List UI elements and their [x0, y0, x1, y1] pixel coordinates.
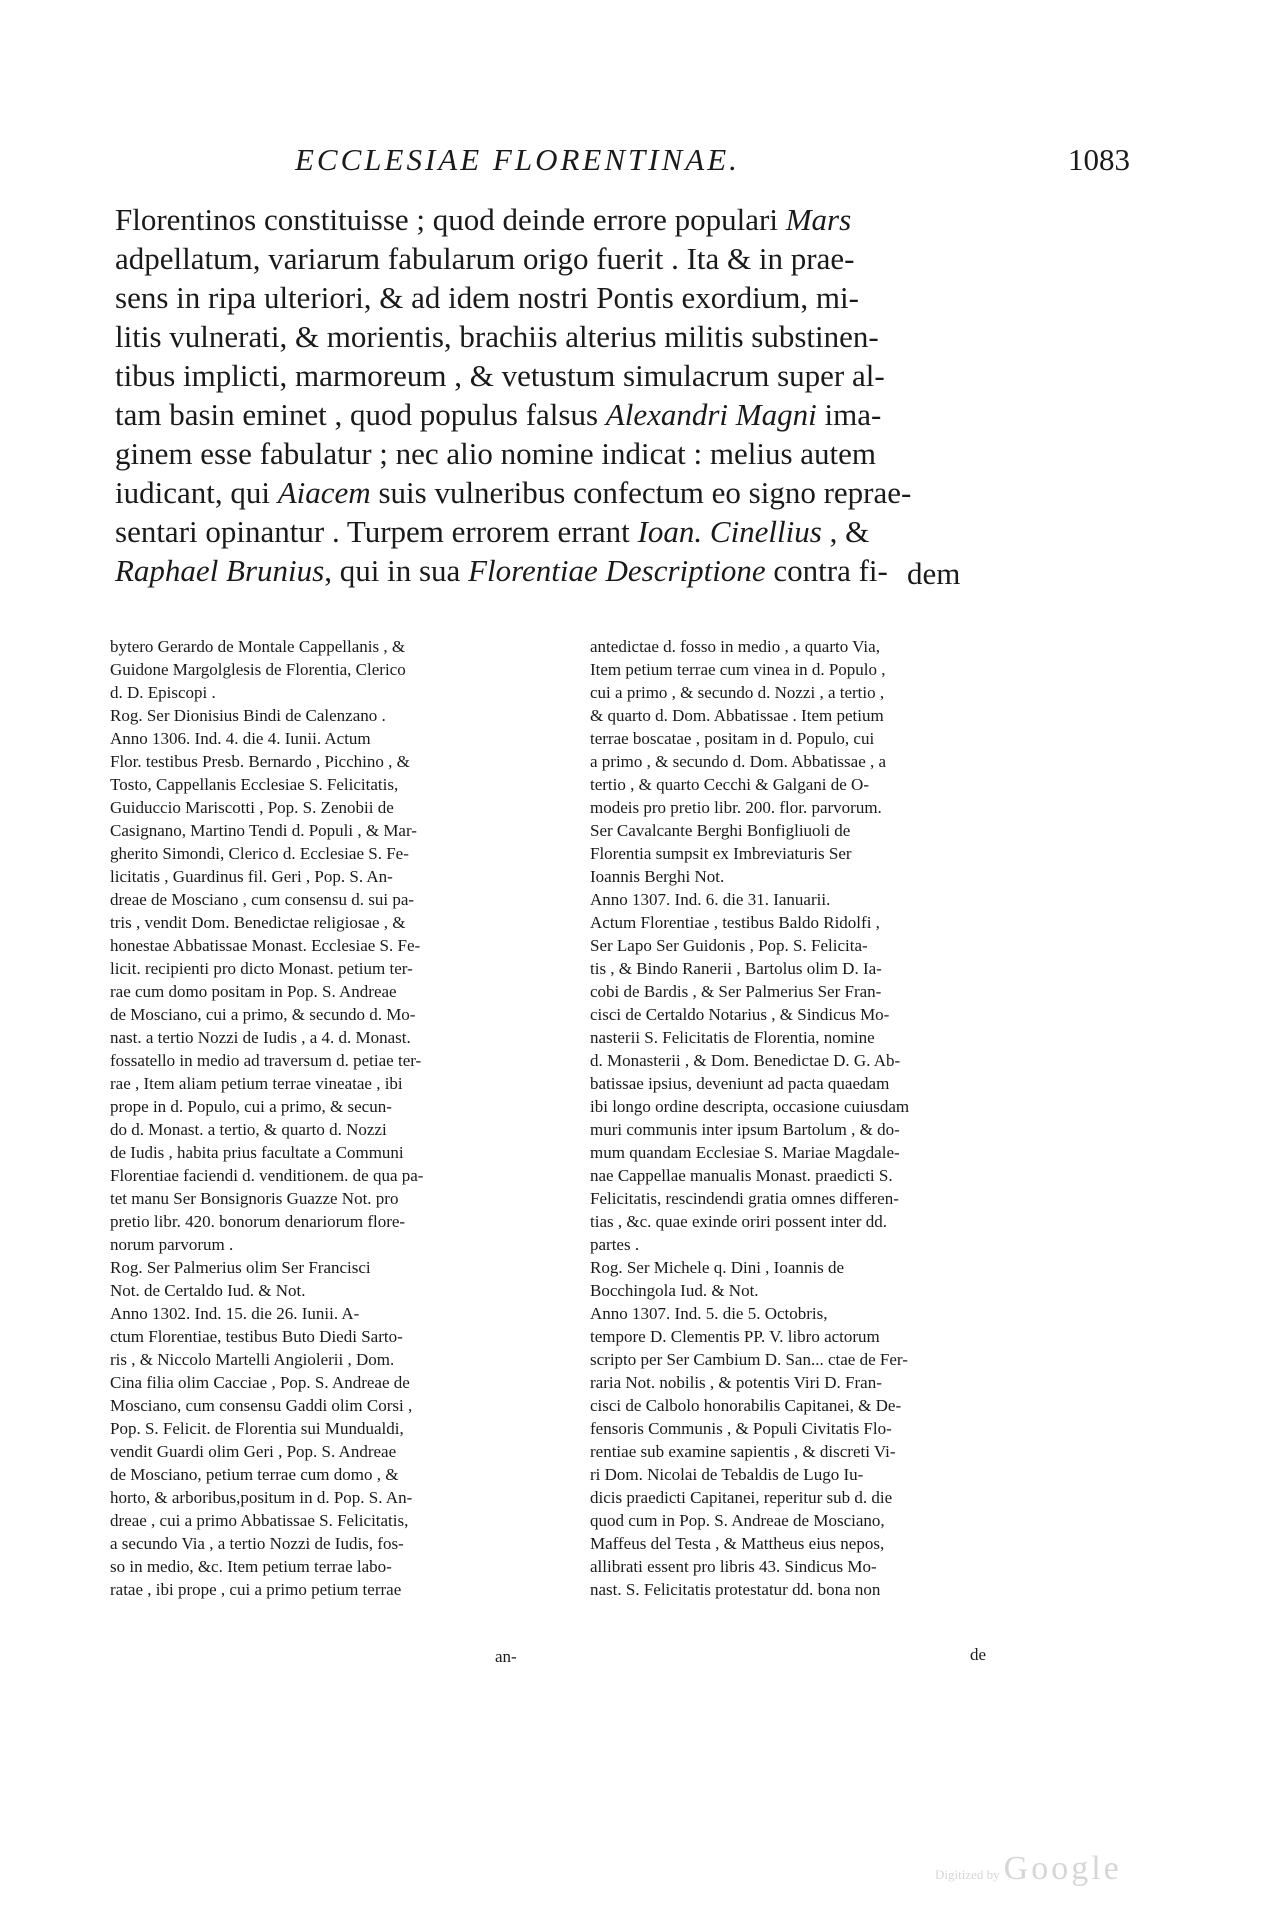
text-segment: contra fi-	[765, 553, 888, 588]
main-text-line	[115, 434, 1015, 473]
column-text-line: gherito Simondi, Clerico d. Ecclesiae S. Fe-	[110, 844, 409, 863]
text-segment: Florentinos constituisse ; quod deinde errore populari	[115, 202, 786, 237]
column-text-line: d. Monasterii , & Dom. Benedictae D. G. Ab-	[590, 1051, 901, 1070]
column-text-line: cisci de Certaldo Notarius , & Sindicus Mo-	[590, 1005, 890, 1024]
right-column	[590, 635, 1030, 1601]
column-text-line: nae Cappellae manualis Monast. praedicti S.	[590, 1166, 893, 1185]
column-text-line: mum quandam Ecclesiae S. Mariae Magdale-	[590, 1143, 900, 1162]
running-title: ECCLESIAE FLORENTINAE.	[295, 142, 740, 177]
column-text-line: Pop. S. Felicit. de Florentia sui Mundualdi,	[110, 1419, 404, 1438]
column-text-line: de Mosciano, petium terrae cum domo , &	[110, 1465, 399, 1484]
italic-name: Alexandri Magni	[605, 397, 817, 432]
column-text-line: Ser Cavalcante Berghi Bonfigliuoli de	[590, 821, 851, 840]
column-text-line: vendit Guardi olim Geri , Pop. S. Andreae	[110, 1442, 397, 1461]
watermark-prefix: Digitized by	[935, 1867, 1000, 1882]
column-text-line: cobi de Bardis , & Ser Palmerius Ser Fran-	[590, 982, 882, 1001]
text-segment: adpellatum, variarum fabularum origo fuerit . Ita & in prae-	[115, 241, 855, 276]
column-text-line: licitatis , Guardinus fil. Geri , Pop. S. An-	[110, 867, 393, 886]
column-text-line: tet manu Ser Bonsignoris Guazze Not. pro	[110, 1189, 399, 1208]
column-text-line: ctum Florentiae, testibus Buto Diedi Sarto-	[110, 1327, 403, 1346]
column-text-line: Ioannis Berghi Not.	[590, 867, 725, 886]
column-text-line: de Iudis , habita prius facultate a Communi	[110, 1143, 404, 1162]
column-text-line: rae cum domo positam in Pop. S. Andreae	[110, 982, 397, 1001]
right-column-catchword: de	[970, 1645, 987, 1664]
column-text-line: de Mosciano, cui a primo, & secundo d. Mo-	[110, 1005, 416, 1024]
column-text-line: Rog. Ser Palmerius olim Ser Francisci	[110, 1258, 371, 1277]
column-text-line: allibrati essent pro libris 43. Sindicus Mo-	[590, 1557, 877, 1576]
column-text-line: ris , & Niccolo Martelli Angiolerii , Dom.	[110, 1350, 395, 1369]
column-text-line: tempore D. Clementis PP. V. libro actorum	[590, 1327, 880, 1346]
main-text-line	[115, 512, 1015, 551]
column-text-line: Anno 1306. Ind. 4. die 4. Iunii. Actum	[110, 729, 371, 748]
left-column	[110, 635, 550, 1601]
page-number: 1083	[1068, 142, 1130, 177]
column-text-line: ibi longo ordine descripta, occasione cuiusdam	[590, 1097, 910, 1116]
main-text-line	[115, 239, 1015, 278]
column-text-line: Maffeus del Testa , & Mattheus eius nepos,	[590, 1534, 885, 1553]
italic-name: Raphael Brunius	[115, 553, 325, 588]
column-text-line: nasterii S. Felicitatis de Florentia, nomine	[590, 1028, 875, 1047]
column-text-line: batissae ipsius, deveniunt ad pacta quaedam	[590, 1074, 890, 1093]
column-text-line: do d. Monast. a tertio, & quarto d. Nozzi	[110, 1120, 387, 1139]
main-catchword: dem	[907, 556, 961, 591]
column-text-line: raria Not. nobilis , & potentis Viri D. Fran-	[590, 1373, 882, 1392]
text-segment: tam basin eminet , quod populus falsus	[115, 397, 606, 432]
column-text-line: pretio libr. 420. bonorum denariorum flore-	[110, 1212, 406, 1231]
column-text-line: Rog. Ser Dionisius Bindi de Calenzano .	[110, 706, 386, 725]
main-text-line	[115, 317, 1015, 356]
column-text-line: Anno 1307. Ind. 5. die 5. Octobris,	[590, 1304, 828, 1323]
text-segment: sens in ripa ulteriori, & ad idem nostri Pontis exordium, mi-	[115, 280, 859, 315]
column-text-line: Ser Lapo Ser Guidonis , Pop. S. Felicita-	[590, 936, 868, 955]
column-text-line: Rog. Ser Michele q. Dini , Ioannis de	[590, 1258, 845, 1277]
column-text-line: prope in d. Populo, cui a primo, & secun-	[110, 1097, 392, 1116]
column-text-line: scripto per Ser Cambium D. San... ctae de Fer-	[590, 1350, 908, 1369]
column-text-line: fossatello in medio ad traversum d. petiae ter-	[110, 1051, 422, 1070]
column-text-line: cisci de Calbolo honorabilis Capitanei, & De-	[590, 1396, 902, 1415]
column-text-line: Casignano, Martino Tendi d. Populi , & Mar-	[110, 821, 417, 840]
column-text-line: so in medio, &c. Item petium terrae labo-	[110, 1557, 392, 1576]
column-text-line: dreae de Mosciano , cum consensu d. sui pa-	[110, 890, 415, 909]
column-text-line: cui a primo , & secundo d. Nozzi , a tertio ,	[590, 683, 885, 702]
italic-name: Mars	[785, 202, 852, 237]
main-text-line	[115, 473, 1015, 512]
column-text-line: modeis pro pretio libr. 200. flor. parvorum.	[590, 798, 882, 817]
column-text-line: a primo , & secundo d. Dom. Abbatissae , a	[590, 752, 887, 771]
text-segment: , &	[821, 514, 870, 549]
column-text-line: Cina filia olim Cacciae , Pop. S. Andreae de	[110, 1373, 410, 1392]
column-text-line: terrae boscatae , positam in d. Populo, cui	[590, 729, 875, 748]
text-segment: , qui in sua	[324, 553, 469, 588]
column-text-line: Mosciano, cum consensu Gaddi olim Corsi ,	[110, 1396, 413, 1415]
column-text-line: licit. recipienti pro dicto Monast. petium ter-	[110, 959, 413, 978]
column-text-line: bytero Gerardo de Montale Cappellanis , &	[110, 637, 406, 656]
left-column-catchword: an-	[495, 1647, 517, 1666]
main-text-line	[115, 356, 1015, 395]
main-paragraph	[115, 200, 1015, 590]
column-text-line: Bocchingola Iud. & Not.	[590, 1281, 759, 1300]
italic-name: Ioan. Cinellius	[637, 514, 822, 549]
main-text-line	[115, 395, 1015, 434]
column-text-line: tis , & Bindo Ranerii , Bartolus olim D. Ia-	[590, 959, 882, 978]
column-text-line: d. D. Episcopi .	[110, 683, 216, 702]
column-text-line: tris , vendit Dom. Benedictae religiosae , &	[110, 913, 406, 932]
text-segment: litis vulnerati, & morientis, brachiis alterius militis substinen-	[115, 319, 879, 354]
column-text-line: dreae , cui a primo Abbatissae S. Felicitatis,	[110, 1511, 409, 1530]
column-text-line: Anno 1302. Ind. 15. die 26. Iunii. A-	[110, 1304, 360, 1323]
column-text-line: Item petium terrae cum vinea in d. Populo ,	[590, 660, 886, 679]
column-text-line: Actum Florentiae , testibus Baldo Ridolfi ,	[590, 913, 880, 932]
main-text-line	[115, 278, 1015, 317]
text-segment: ginem esse fabulatur ; nec alio nomine indicat : melius autem	[115, 436, 876, 471]
column-text-line: ratae , ibi prope , cui a primo petium terrae	[110, 1580, 402, 1599]
column-text-line: Anno 1307. Ind. 6. die 31. Ianuarii.	[590, 890, 831, 909]
column-text-line: Flor. testibus Presb. Bernardo , Picchino , &	[110, 752, 410, 771]
column-text-line: nast. S. Felicitatis protestatur dd. bona non	[590, 1580, 881, 1599]
column-text-line: & quarto d. Dom. Abbatissae . Item petium	[590, 706, 884, 725]
running-head	[120, 142, 1130, 182]
italic-name: Florentiae Descriptione	[468, 553, 766, 588]
column-text-line: fensoris Communis , & Populi Civitatis Flo-	[590, 1419, 892, 1438]
column-text-line: norum parvorum .	[110, 1235, 234, 1254]
text-segment: suis vulneribus confectum eo signo reprae-	[370, 475, 912, 510]
column-text-line: muri communis inter ipsum Bartolum , & do-	[590, 1120, 900, 1139]
column-text-line: Florentiae faciendi d. venditionem. de qua pa-	[110, 1166, 424, 1185]
column-text-line: tertio , & quarto Cecchi & Galgani de O-	[590, 775, 869, 794]
column-text-line: horto, & arboribus,positum in d. Pop. S. An-	[110, 1488, 413, 1507]
column-text-line: ri Dom. Nicolai de Tebaldis de Lugo Iu-	[590, 1465, 864, 1484]
column-text-line: a secundo Via , a tertio Nozzi de Iudis, fos-	[110, 1534, 404, 1553]
text-segment: sentari opinantur . Turpem errorem errant	[115, 514, 638, 549]
column-text-line: Guidone Margolglesis de Florentia, Clerico	[110, 660, 406, 679]
column-text-line: Felicitatis, rescindendi gratia omnes differen-	[590, 1189, 899, 1208]
column-text-line: antedictae d. fosso in medio , a quarto Via,	[590, 637, 880, 656]
column-text-line: rae , Item aliam petium terrae vineatae , ibi	[110, 1074, 403, 1093]
column-text-line: nast. a tertio Nozzi de Iudis , a 4. d. Monast.	[110, 1028, 411, 1047]
column-text-line: partes .	[590, 1235, 640, 1254]
main-text-line	[115, 200, 1015, 239]
digitization-watermark	[935, 1850, 1122, 1888]
column-text-line: Florentia sumpsit ex Imbreviaturis Ser	[590, 844, 852, 863]
italic-name: Aiacem	[277, 475, 371, 510]
column-text-line: honestae Abbatissae Monast. Ecclesiae S. Fe-	[110, 936, 421, 955]
main-text-line	[115, 551, 1015, 590]
text-segment: ima-	[816, 397, 882, 432]
column-text-line: Not. de Certaldo Iud. & Not.	[110, 1281, 306, 1300]
text-segment: iudicant, qui	[115, 475, 278, 510]
column-text-line: dicis praedicti Capitanei, reperitur sub d. die	[590, 1488, 893, 1507]
column-text-line: Guiduccio Mariscotti , Pop. S. Zenobii de	[110, 798, 394, 817]
text-segment: tibus implicti, marmoreum , & vetustum simulacrum super al-	[115, 358, 885, 393]
watermark-logo-text: Google	[1003, 1850, 1122, 1887]
column-text-line: tias , &c. quae exinde oriri possent inter dd.	[590, 1212, 887, 1231]
column-text-line: rentiae sub examine sapientis , & discreti Vi-	[590, 1442, 896, 1461]
column-text-line: Tosto, Cappellanis Ecclesiae S. Felicitatis,	[110, 775, 399, 794]
column-text-line: quod cum in Pop. S. Andreae de Mosciano,	[590, 1511, 885, 1530]
